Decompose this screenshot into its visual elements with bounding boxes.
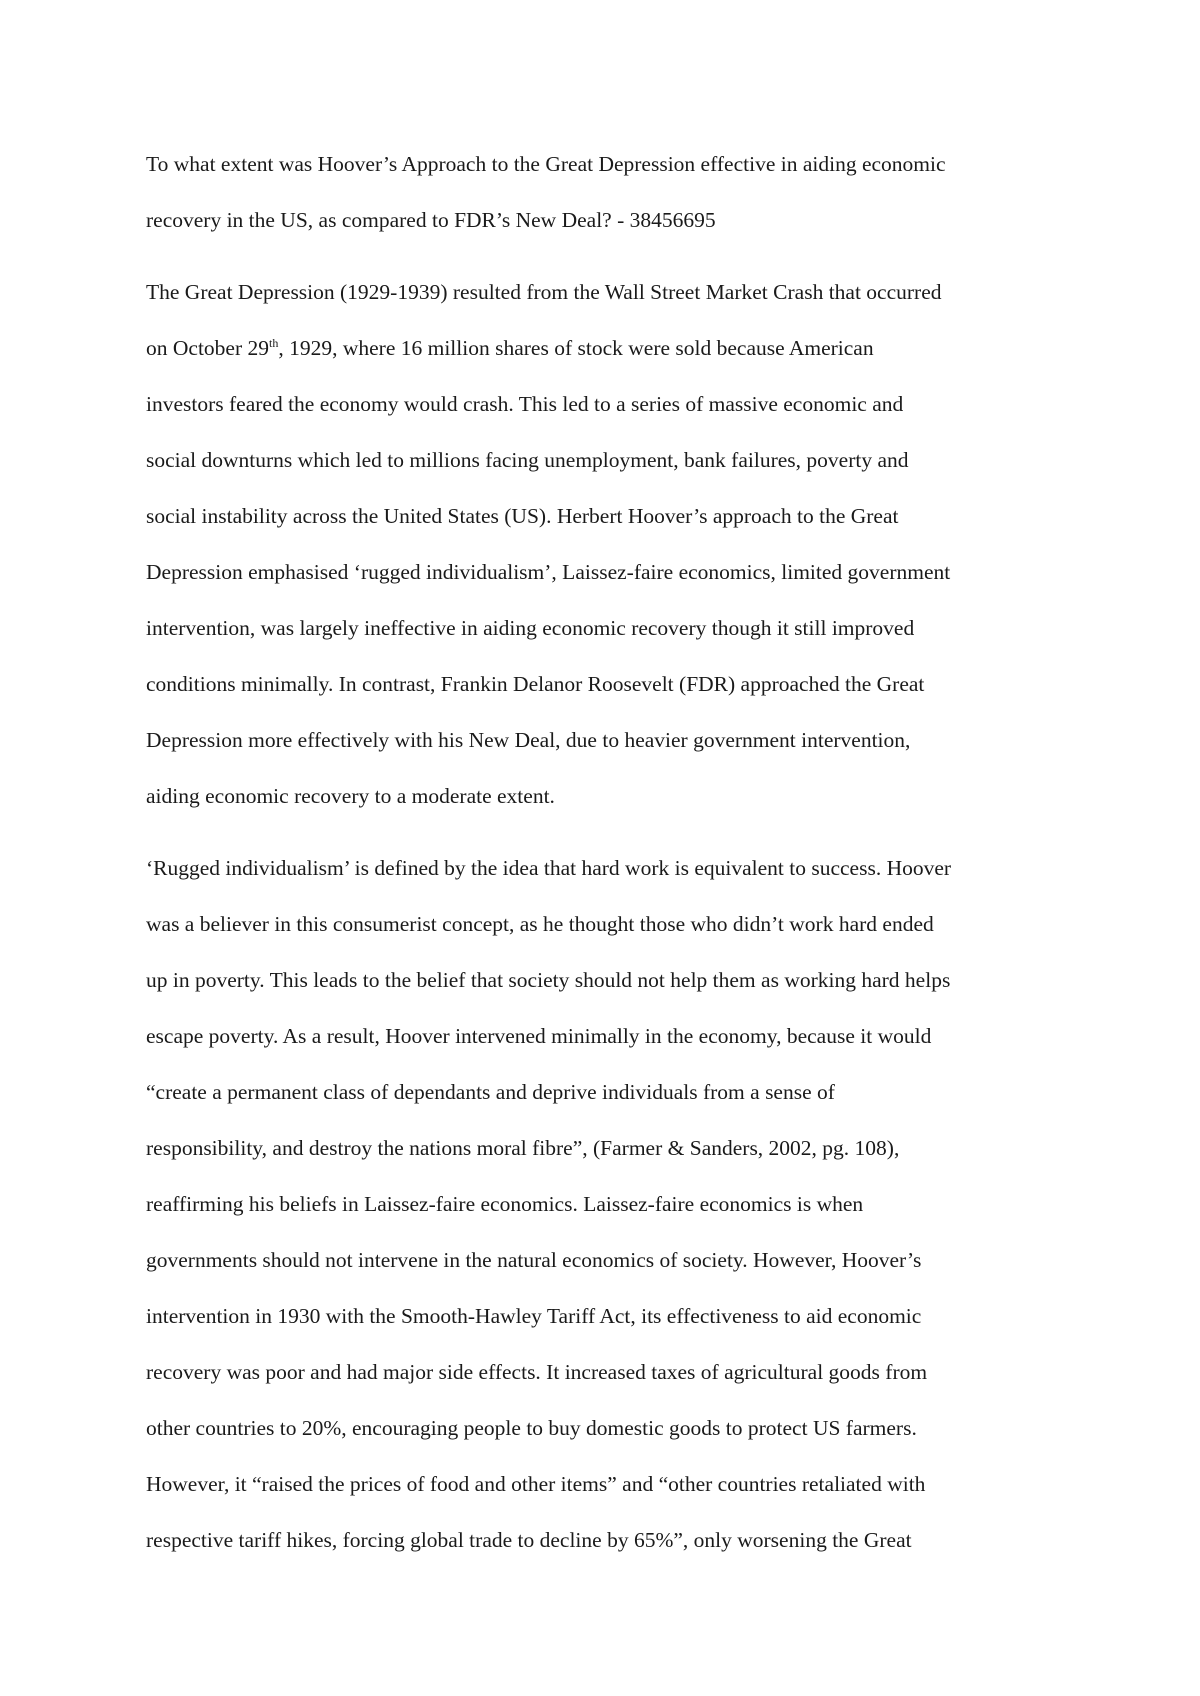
paragraph-line: investors feared the economy would crash. This led to a series of massive economic and [146,392,904,416]
paragraph-line: escape poverty. As a result, Hoover intervened minimally in the economy, because it would [146,1024,932,1048]
ordinal-suffix: th [269,335,279,350]
paragraph-line: Depression more effectively with his New Deal, due to heavier government intervention, [146,728,911,752]
paragraph-line: was a believer in this consumerist concept, as he thought those who didn’t work hard ended [146,912,934,936]
paragraph-spacer [146,824,1086,840]
paragraph-line: responsibility, and destroy the nations moral fibre”, (Farmer & Sanders, 2002, pg. 108), [146,1136,900,1160]
document-body [146,136,1086,1568]
paragraph-line [146,320,1086,376]
paragraph-line: other countries to 20%, encouraging people to buy domestic goods to protect US farmers. [146,1416,917,1440]
paragraph-line: Depression emphasised ‘rugged individualism’, Laissez-faire economics, limited government [146,560,951,584]
paragraph-line: intervention in 1930 with the Smooth-Hawley Tariff Act, its effectiveness to aid economic [146,1304,922,1328]
paragraph-line: reaffirming his beliefs in Laissez-faire economics. Laissez-faire economics is when [146,1192,864,1216]
title-line: To what extent was Hoover’s Approach to the Great Depression effective in aiding economic [146,152,946,176]
line-continuation: , 1929, where 16 million shares of stock were sold because American [278,336,874,360]
paragraph-line: conditions minimally. In contrast, Frankin Delanor Roosevelt (FDR) approached the Great [146,672,925,696]
paragraph-line: aiding economic recovery to a moderate extent. [146,784,555,808]
essay-title [146,136,1086,248]
paragraph-line: respective tariff hikes, forcing global trade to decline by 65%”, only worsening the Great [146,1528,912,1552]
paragraph-line: social downturns which led to millions facing unemployment, bank failures, poverty and [146,448,909,472]
paragraph-line: ‘Rugged individualism’ is defined by the idea that hard work is equivalent to success. Hoover [146,856,952,880]
paragraph-line: recovery was poor and had major side effects. It increased taxes of agricultural goods from [146,1360,928,1384]
paragraph-line: governments should not intervene in the natural economics of society. However, Hoover’s [146,1248,922,1272]
date-text: on October 29 [146,336,269,360]
paragraph-spacer [146,248,1086,264]
paragraph-line: The Great Depression (1929-1939) resulted from the Wall Street Market Crash that occurred [146,280,942,304]
title-line: recovery in the US, as compared to FDR’s New Deal? - 38456695 [146,208,716,232]
paragraph-line: However, it “raised the prices of food and other items” and “other countries retaliated with [146,1472,926,1496]
paragraph-introduction [146,264,1086,824]
paragraph-rugged-individualism [146,840,1086,1568]
paragraph-line: intervention, was largely ineffective in aiding economic recovery though it still improved [146,616,915,640]
paragraph-line: up in poverty. This leads to the belief that society should not help them as working hard helps [146,968,951,992]
paragraph-line: social instability across the United States (US). Herbert Hoover’s approach to the Great [146,504,899,528]
paragraph-line: “create a permanent class of dependants and deprive individuals from a sense of [146,1080,835,1104]
